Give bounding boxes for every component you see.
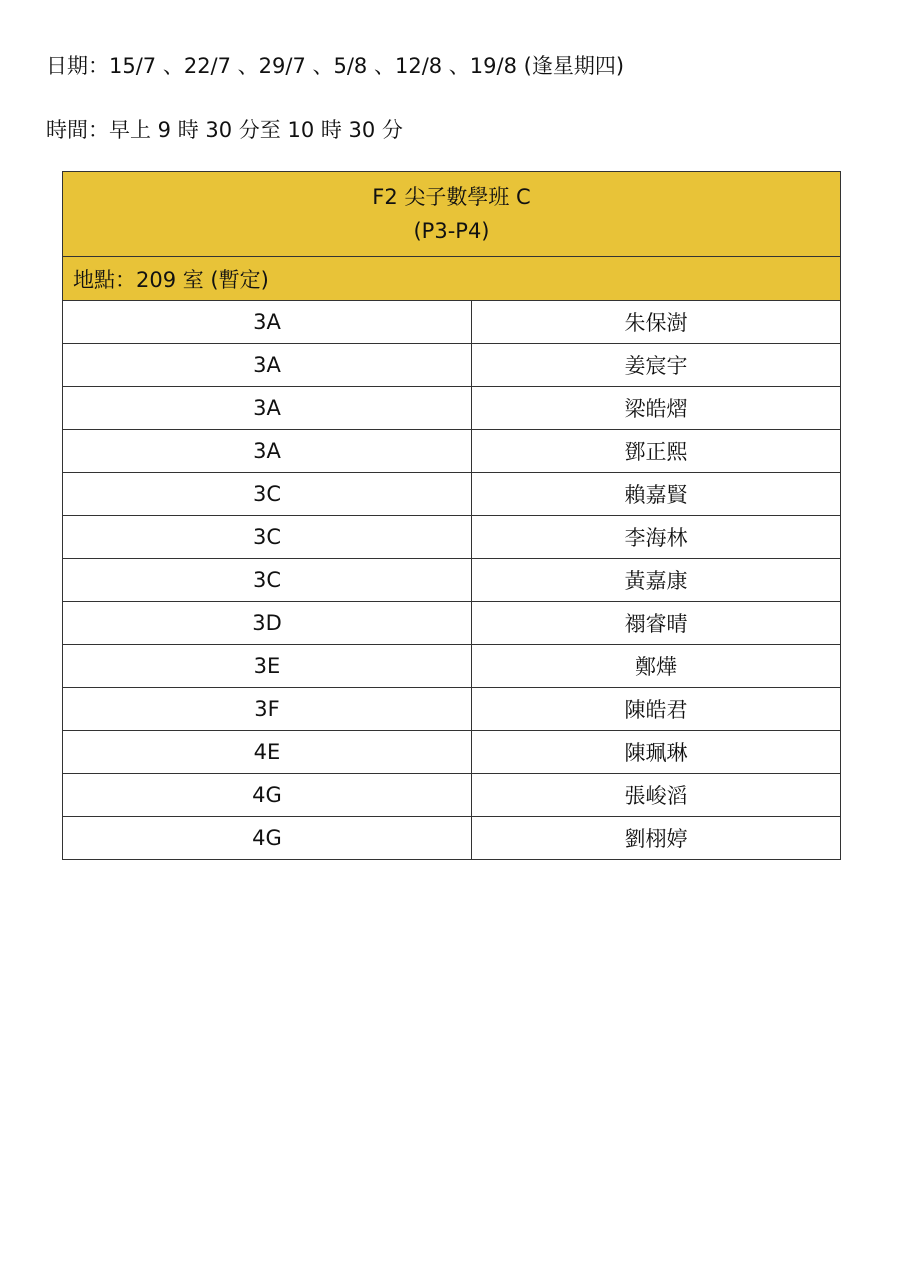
student-class-cell: 4G bbox=[63, 774, 472, 817]
student-name-cell: 姜宸宇 bbox=[472, 344, 841, 387]
table-row bbox=[63, 731, 841, 774]
table-row bbox=[63, 817, 841, 860]
student-class-cell: 3A bbox=[63, 344, 472, 387]
student-roster-table bbox=[62, 171, 841, 860]
student-name-cell: 陳皓君 bbox=[472, 688, 841, 731]
time-line: 時間：早上 9 時 30 分至 10 時 30 分 bbox=[46, 118, 403, 142]
location-row bbox=[63, 257, 841, 301]
table-row bbox=[63, 645, 841, 688]
student-class-cell: 3F bbox=[63, 688, 472, 731]
table-row bbox=[63, 301, 841, 344]
student-class-cell: 3A bbox=[63, 387, 472, 430]
table-row bbox=[63, 387, 841, 430]
student-class-cell: 3C bbox=[63, 473, 472, 516]
student-name-cell: 鄭燁 bbox=[472, 645, 841, 688]
student-name-cell: 陳珮琳 bbox=[472, 731, 841, 774]
student-class-cell: 3C bbox=[63, 559, 472, 602]
class-level: (P3-P4) bbox=[413, 219, 490, 243]
student-class-cell: 3C bbox=[63, 516, 472, 559]
student-name-cell: 鄧正熙 bbox=[472, 430, 841, 473]
student-name-cell: 賴嘉賢 bbox=[472, 473, 841, 516]
table-row bbox=[63, 473, 841, 516]
table-row bbox=[63, 559, 841, 602]
table-row bbox=[63, 688, 841, 731]
student-class-cell: 3D bbox=[63, 602, 472, 645]
student-class-cell: 4G bbox=[63, 817, 472, 860]
student-class-cell: 3E bbox=[63, 645, 472, 688]
student-name-cell: 黃嘉康 bbox=[472, 559, 841, 602]
student-name-cell: 劉栩婷 bbox=[472, 817, 841, 860]
table-row bbox=[63, 344, 841, 387]
student-name-cell: 李海林 bbox=[472, 516, 841, 559]
student-name-cell: 梁皓熠 bbox=[472, 387, 841, 430]
table-row bbox=[63, 516, 841, 559]
student-class-cell: 4E bbox=[63, 731, 472, 774]
location-label: 地點：209 室 (暫定) bbox=[63, 257, 841, 301]
student-name-cell: 朱保澍 bbox=[472, 301, 841, 344]
table-title-row bbox=[63, 172, 841, 257]
student-name-cell: 張峻滔 bbox=[472, 774, 841, 817]
date-line: 日期：15/7 、22/7 、29/7 、5/8 、12/8 、19/8 (逢星期四) bbox=[46, 54, 625, 78]
table-row bbox=[63, 602, 841, 645]
student-class-cell: 3A bbox=[63, 430, 472, 473]
student-name-cell: 禤睿晴 bbox=[472, 602, 841, 645]
table-row bbox=[63, 430, 841, 473]
class-title: F2 尖子數學班 C bbox=[372, 185, 531, 209]
table-row bbox=[63, 774, 841, 817]
student-class-cell: 3A bbox=[63, 301, 472, 344]
table-title-cell bbox=[63, 172, 841, 257]
